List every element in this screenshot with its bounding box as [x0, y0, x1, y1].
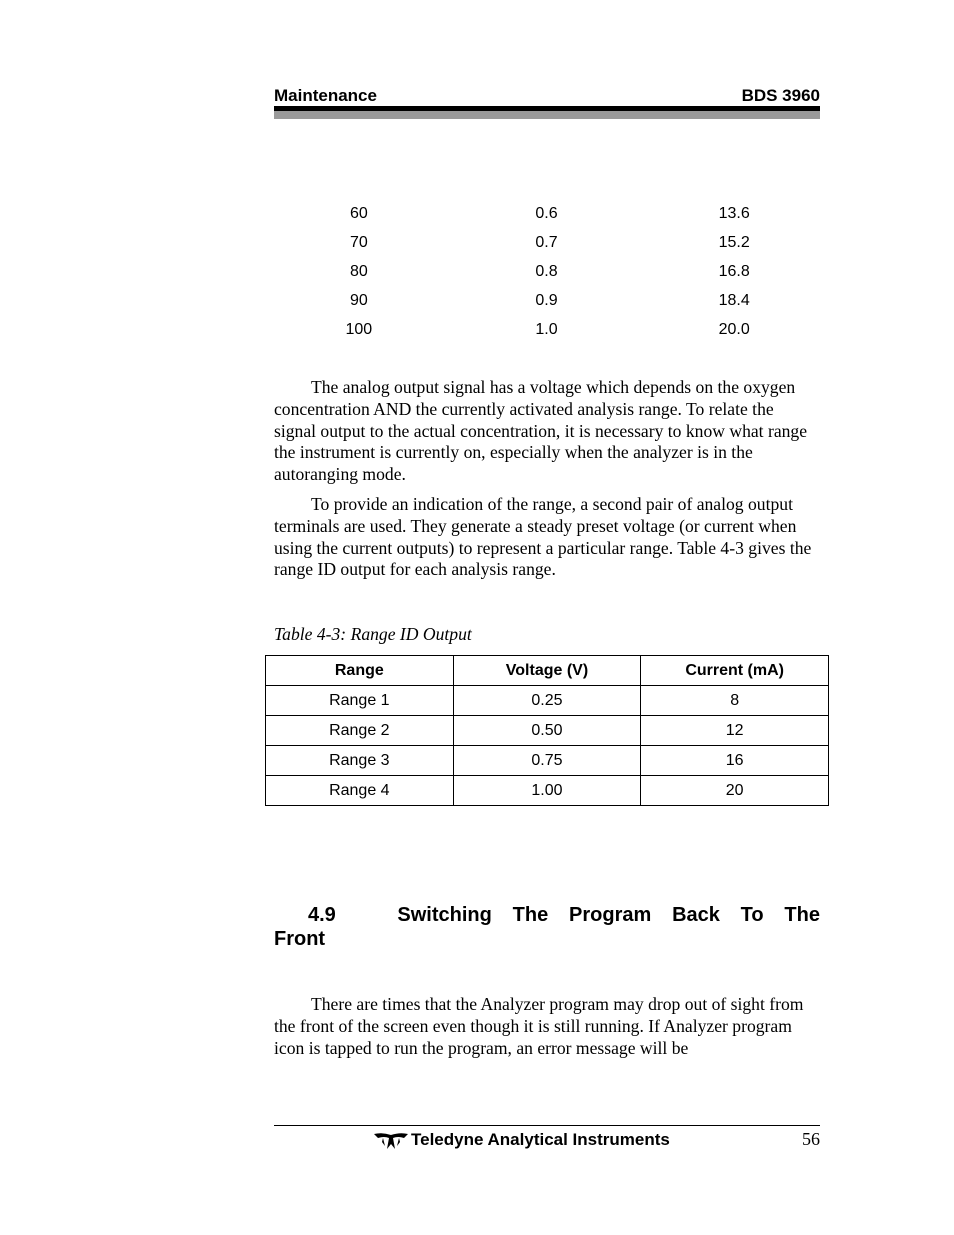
table-cell: 0.75 — [453, 746, 641, 776]
table-cell: 20 — [641, 776, 829, 806]
table-row — [265, 315, 828, 344]
column-header: Range — [266, 656, 454, 686]
paragraph-analog-output — [274, 377, 814, 486]
table-row — [266, 686, 829, 716]
table-cell: 18.4 — [718, 291, 750, 309]
page-footer — [274, 1128, 820, 1152]
section-title-word: To — [740, 904, 764, 926]
column-header: Voltage (V) — [453, 656, 641, 686]
table-cell: 0.7 — [535, 233, 558, 251]
page-header — [274, 84, 820, 108]
paragraph-text: The analog output signal has a voltage which depends on the oxygen concentration AND the currently activated analysis range. To relate the signal output to the actual concentration, it is necessary to know what range the instrument is currently on, especially when the analyzer is in the autoranging mode. — [274, 377, 808, 485]
table-row — [265, 286, 828, 315]
section-title-word: Back — [672, 904, 720, 926]
header-section-title: Maintenance — [274, 86, 377, 105]
footer-company-name: Teledyne Analytical Instruments — [411, 1130, 670, 1149]
table-row — [265, 257, 828, 286]
section-title-word: Switching — [397, 904, 492, 926]
table-cell: 1.0 — [535, 320, 558, 338]
table-cell: 0.9 — [535, 291, 558, 309]
table-row — [266, 776, 829, 806]
paragraph-text: To provide an indication of the range, a second pair of analog output terminals are used. They generate a steady preset voltage (or current when using the current outputs) to represent a particular range. Table 4-3 gives the range ID output for each analysis range. — [274, 494, 812, 580]
table-header-row — [266, 656, 829, 686]
table-cell: 1.00 — [453, 776, 641, 806]
table-row — [265, 228, 828, 257]
table-row — [266, 716, 829, 746]
table-cell: 100 — [345, 320, 373, 338]
paragraph-switching-program — [274, 994, 814, 1059]
column-header: Current (mA) — [641, 656, 829, 686]
table-cell: Range 4 — [266, 776, 454, 806]
table-cell: 0.50 — [453, 716, 641, 746]
header-product-name: BDS 3960 — [741, 86, 820, 105]
table-cell: Range 2 — [266, 716, 454, 746]
table-cell: 0.25 — [453, 686, 641, 716]
page-number: 56 — [802, 1129, 820, 1149]
section-title-word: The — [512, 904, 549, 926]
section-title-word: Program — [569, 904, 652, 926]
table-cell: 70 — [349, 233, 368, 251]
table-cell: 16 — [641, 746, 829, 776]
section-number: 4.9 — [308, 904, 336, 926]
table-cell: 0.6 — [535, 204, 558, 222]
table-cell: 15.2 — [718, 233, 750, 251]
table-cell: 90 — [349, 291, 368, 309]
table-cell: 8 — [641, 686, 829, 716]
table-cell: Range 1 — [266, 686, 454, 716]
section-title-word: The — [784, 904, 820, 926]
teledyne-logo-icon — [374, 1132, 408, 1150]
table-cell: 60 — [349, 204, 368, 222]
table-cell: 20.0 — [718, 320, 750, 338]
table-cell: Range 3 — [266, 746, 454, 776]
paragraph-text: There are times that the Analyzer program may drop out of sight from the front of the screen even though it is still running. If Analyzer program icon is tapped to run the program, an error message will be — [274, 994, 804, 1058]
table-caption: Table 4-3: Range ID Output — [274, 624, 472, 644]
table-cell: 0.8 — [535, 262, 558, 280]
table-cell: 13.6 — [718, 204, 750, 222]
table-cell: 12 — [641, 716, 829, 746]
table-row — [266, 746, 829, 776]
table-cell: 80 — [349, 262, 368, 280]
header-rule-shadow — [274, 111, 820, 119]
footer-rule — [274, 1125, 820, 1126]
continued-data-table — [265, 199, 828, 344]
table-cell: 16.8 — [718, 262, 750, 280]
table-row — [265, 199, 828, 228]
range-id-table — [265, 655, 829, 806]
section-heading — [274, 903, 820, 951]
section-title-line2: Front — [274, 928, 326, 950]
paragraph-range-indication — [274, 494, 814, 581]
